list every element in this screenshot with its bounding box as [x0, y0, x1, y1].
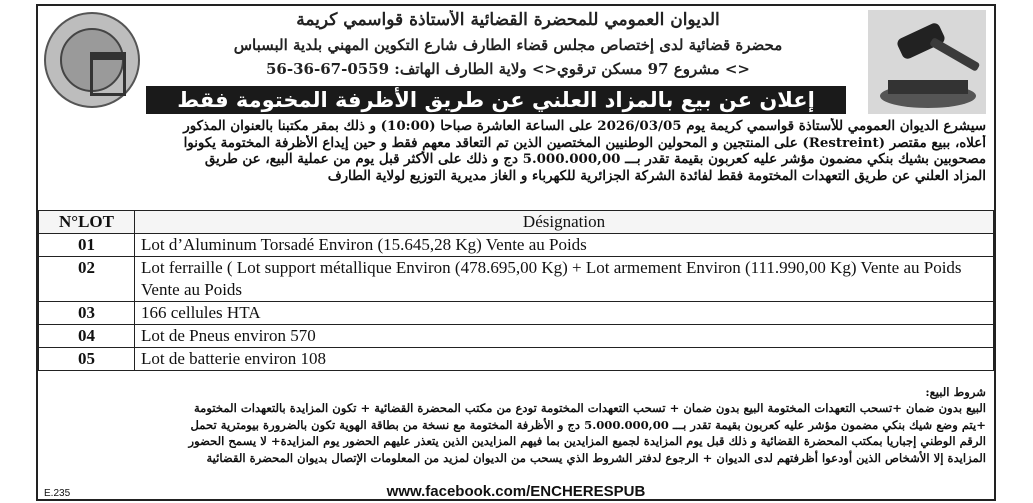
lot-designation: 166 cellules HTA: [135, 302, 994, 325]
intro-line: مصحوبين بشيك بنكي مضمون مؤشر عليه كعربون بقيمة تقدر بـــ 5.000.000,00 دج و ذلك على الأكثر قبل يوم من عملية البيع، عن طريق: [204, 151, 986, 167]
condition-line: المزايدة إلا الأشخاص الذين أودعوا أظرفتهم لدى الديوان + الرجوع لدفتر الشروط الذي يسحب من الديوان لمزيد من المعلومات الإتصال بديوان المحضرة القضائية: [206, 450, 986, 465]
lot-designation: Lot de Pneus environ 570: [135, 325, 994, 348]
lot-designation: Lot d’Aluminum Torsadé Environ (15.645,28 Kg) Vente au Poids: [135, 234, 994, 257]
office-name: الديوان العمومي للمحضرة القضائية الأستاذة قواسمي كريمة: [296, 10, 720, 30]
lot-number: 05: [39, 348, 135, 371]
office-contact: <> مشروع 97 مسكن ترقوي<> ولاية الطارف الهاتف: 0559-67-36-56: [265, 60, 750, 78]
intro-line: أعلاه، ببيع مقتصر (Restreint) على المنتجين و المحولين الوطنيين المختصين الذين تم التعاقد معهم فقط و حين إيداع الأظرفة المختومة يكونوا: [183, 134, 986, 151]
announcement-frame: [36, 4, 996, 501]
table-header-row: [39, 211, 994, 234]
lot-number-header: N°LOT: [39, 211, 135, 234]
gavel-icon: [868, 10, 986, 114]
lot-number: 03: [39, 302, 135, 325]
table-row: [39, 302, 994, 325]
condition-line: الرقم الوطني إجباريا بمكتب المحضرة القضائية و ذلك قبل يوم المزايدة لجميع المزايدين بما فيهم المزايدين الذين يتعذر عليهم الحضور يوم المزايدة+ لا يسمح الحضور: [188, 434, 986, 449]
lot-designation: Lot ferraille ( Lot support métallique Environ (478.695,00 Kg) + Lot armement Environ (111.990,00 Kg) Vente au Poids Vente au Poids: [135, 257, 994, 302]
intro-paragraph: [46, 118, 986, 184]
sale-conditions: [46, 384, 986, 466]
footer: [38, 485, 994, 499]
lot-number: 01: [39, 234, 135, 257]
condition-line: البيع بدون ضمان +تسحب التعهدات المختومة البيع بدون ضمان + تسحب التعهدات المختومة تودع من مكتب المحضرة القضائية + تكون المزايدة بالتعهدات المختومة: [193, 401, 986, 416]
office-address: محضرة قضائية لدى إختصاص مجلس قضاء الطارف شارع التكوين المهني بلدية البسباس: [233, 36, 783, 54]
header: [38, 6, 994, 114]
lot-number: 02: [39, 257, 135, 302]
table-row: [39, 348, 994, 371]
lot-designation: Lot de batterie environ 108: [135, 348, 994, 371]
intro-line: سيشرع الديوان العمومي للأستاذة قواسمي كريمة يوم 2026/03/05 على الساعة العاشرة صباحا (10:00) و ذلك بمقر مكتبنا بالعنوان المذكور: [183, 118, 986, 134]
website-link[interactable]: www.facebook.com/ENCHERESPUB: [386, 485, 646, 499]
lot-number: 04: [39, 325, 135, 348]
bailiff-seal-logo: [44, 12, 140, 108]
table-row: [39, 257, 994, 302]
designation-header: Désignation: [135, 211, 994, 234]
table-row: [39, 325, 994, 348]
condition-line: +يتم وضع شيك بنكي مضمون مؤشر عليه كعربون بقيمة تقدر بـــ 5.000.000,00 دج و الأظرفة المختومة مع نسخة من بطاقة الهوية تكون بالضرورة بيومترية تحمل: [190, 417, 986, 432]
intro-line: المزاد العلني عن طريق التعهدات المختومة فقط لفائدة الشركة الجزائرية للكهرباء و الغاز مديرية التوزيع لولاية الطارف: [327, 167, 986, 184]
table-row: [39, 234, 994, 257]
conditions-title: شروط البيع:: [925, 385, 986, 399]
lots-table: [38, 210, 994, 371]
reference-code: E.235: [44, 488, 71, 499]
announcement-title: إعلان عن بيع بالمزاد العلني عن طريق الأظرفة المختومة فقط: [146, 86, 846, 114]
